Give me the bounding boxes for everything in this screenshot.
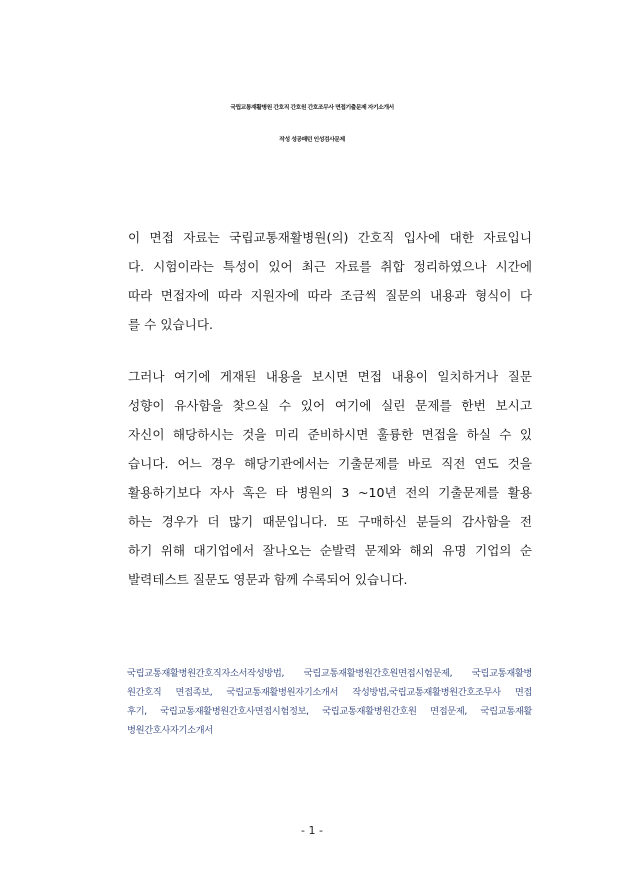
keyword-line: 후기, 국립교통재활병원간호사면접시험정보, 국립교통재활병원간호원 면접문제, 국립교통재활 (127, 706, 532, 717)
paragraph-line: 이 면접 자료는 국립교통재활병원(의) 간호직 입사에 대한 자료입니 (128, 230, 532, 245)
paragraph-line: 하기 위해 대기업에서 잘나오는 순발력 문제와 해외 유명 기업의 순 (128, 543, 532, 558)
paragraph-line: 다. 시험이라는 특성이 있어 최근 자료를 취합 정리하였으나 시간에 (128, 259, 532, 274)
paragraph-line: 습니다. 어느 경우 해당기관에서는 기출문제를 바로 직전 연도 것을 (128, 456, 532, 471)
keyword-line: 병원간호사자기소개서 (127, 725, 213, 736)
body-paragraph (128, 362, 532, 594)
paragraph-line: 그러나 여기에 게재된 내용을 보시면 면접 내용이 일치하거나 질문 (128, 369, 532, 384)
paragraph-line: 를 수 있습니다. (128, 317, 214, 332)
paragraph-line: 활용하기보다 자사 혹은 타 병원의 3 ~10년 전의 기출문제를 활용 (128, 485, 532, 500)
keyword-line: 원간호직 면접족보, 국립교통재활병원자기소개서 작성방법,국립교통재활병원간호조무사 면접 (127, 687, 532, 698)
intro-paragraph (128, 223, 532, 339)
paragraph-line: 자신이 해당하시는 것을 미리 준비하시면 훌륭한 면접을 하실 수 있 (128, 427, 532, 442)
page-number: - 1 - (301, 824, 323, 837)
keyword-line: 국립교통재활병원간호직자소서작성방법, 국립교통재활병원간호원면접시험문제, 국립교통재활병 (127, 668, 532, 679)
paragraph-line: 성향이 유사함을 찾으실 수 있어 여기에 실린 문제를 한번 보시고 (128, 398, 532, 413)
paragraph-line: 따라 면접자에 따라 지원자에 따라 조금씩 질문의 내용과 형식이 다 (128, 288, 532, 303)
document-title-line-1: 국립교통재활병원 간호직 간호원 간호조무사 면접기출문제 자기소개서 (230, 105, 394, 111)
paragraph-line: 하는 경우가 더 많기 때문입니다. 또 구매하신 분들의 감사함을 전 (128, 514, 532, 529)
keyword-tags (127, 664, 532, 740)
paragraph-line: 발력테스트 질문도 영문과 함께 수록되어 있습니다. (128, 572, 408, 587)
document-title-line-2: 작성 성공패턴 인성검사문제 (279, 137, 345, 143)
